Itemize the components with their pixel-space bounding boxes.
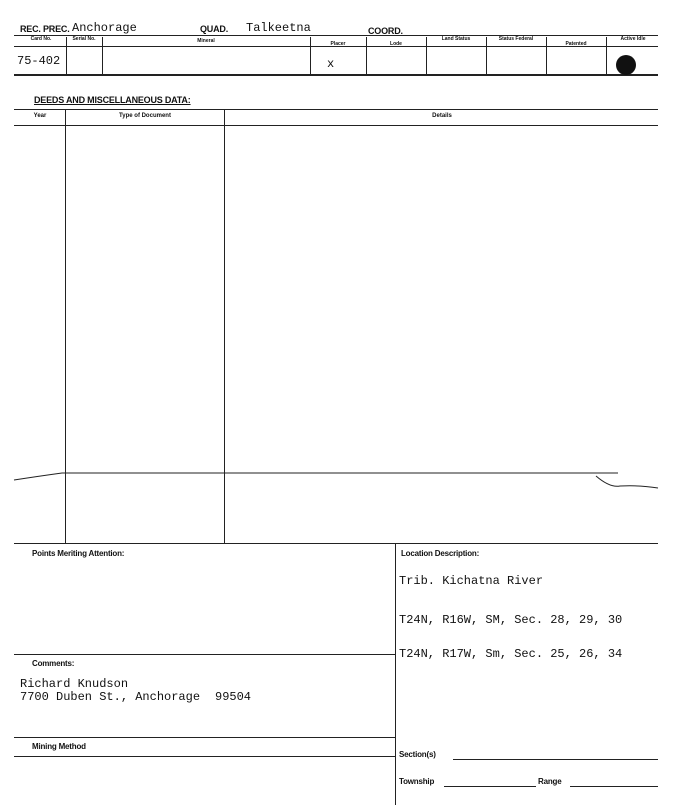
comments-rule [14,654,395,655]
col-patented: Patented [565,41,587,47]
mining-top-rule [14,737,395,738]
divider [546,37,547,74]
col-type-of-document: Type of Document [119,113,171,119]
col-year: Year [33,113,47,119]
placer-value: x [327,57,335,71]
lower-divider [395,543,396,805]
col-mineral: Mineral [197,38,215,44]
fold-line [0,460,678,500]
header-rule [14,35,658,36]
location-line-1: Trib. Kichatna River [399,574,544,588]
quad-label: QUAD. [200,24,228,34]
card-table-bottom-rule [14,74,658,76]
col-lode: Lode [390,41,402,47]
divider [310,37,311,74]
col-details: Details [432,113,452,119]
location-line-2: T24N, R16W, SM, Sec. 28, 29, 30 [399,613,623,627]
punch-hole-mark [616,55,636,75]
sections-label: Section(s) [399,750,436,759]
rec-prec-value: Anchorage [72,21,137,35]
card-no-value: 75-402 [17,54,61,68]
col-card-no: Card No. [30,36,52,42]
divider [486,37,487,74]
range-blank [570,786,658,787]
divider [366,37,367,74]
location-label: Location Description: [401,549,480,558]
deeds-top-rule [14,109,658,110]
col-active-idle: Active Idle [620,36,646,42]
comments-line-2: 7700 Duben St., Anchorage [20,690,201,704]
divider [102,37,103,74]
deeds-header-rule [14,125,658,126]
col-placer: Placer [330,41,346,47]
mining-method-label: Mining Method [32,742,86,751]
location-line-3: T24N, R17W, Sm, Sec. 25, 26, 34 [399,647,623,661]
points-label: Points Meriting Attention: [32,549,125,558]
range-label: Range [538,777,562,786]
sections-blank [453,759,658,760]
comments-label: Comments: [32,659,75,668]
col-serial-no: Serial No. [72,36,96,42]
rec-prec-label: REC. PREC. [20,24,70,34]
coord-label: COORD. [368,26,403,36]
divider [606,37,607,74]
township-blank [444,786,536,787]
comments-line-1: Richard Knudson [20,677,129,691]
township-label: Township [399,777,435,786]
deeds-bottom-rule [14,543,658,544]
comments-zip: 99504 [215,690,252,704]
mining-bottom-rule [14,756,395,757]
col-status-federal: Status Federal [498,36,534,42]
divider [426,37,427,74]
quad-value: Talkeetna [246,21,311,35]
divider [66,37,67,74]
col-land-status: Land Status [441,36,471,42]
deeds-title: DEEDS AND MISCELLANEOUS DATA: [34,95,191,105]
